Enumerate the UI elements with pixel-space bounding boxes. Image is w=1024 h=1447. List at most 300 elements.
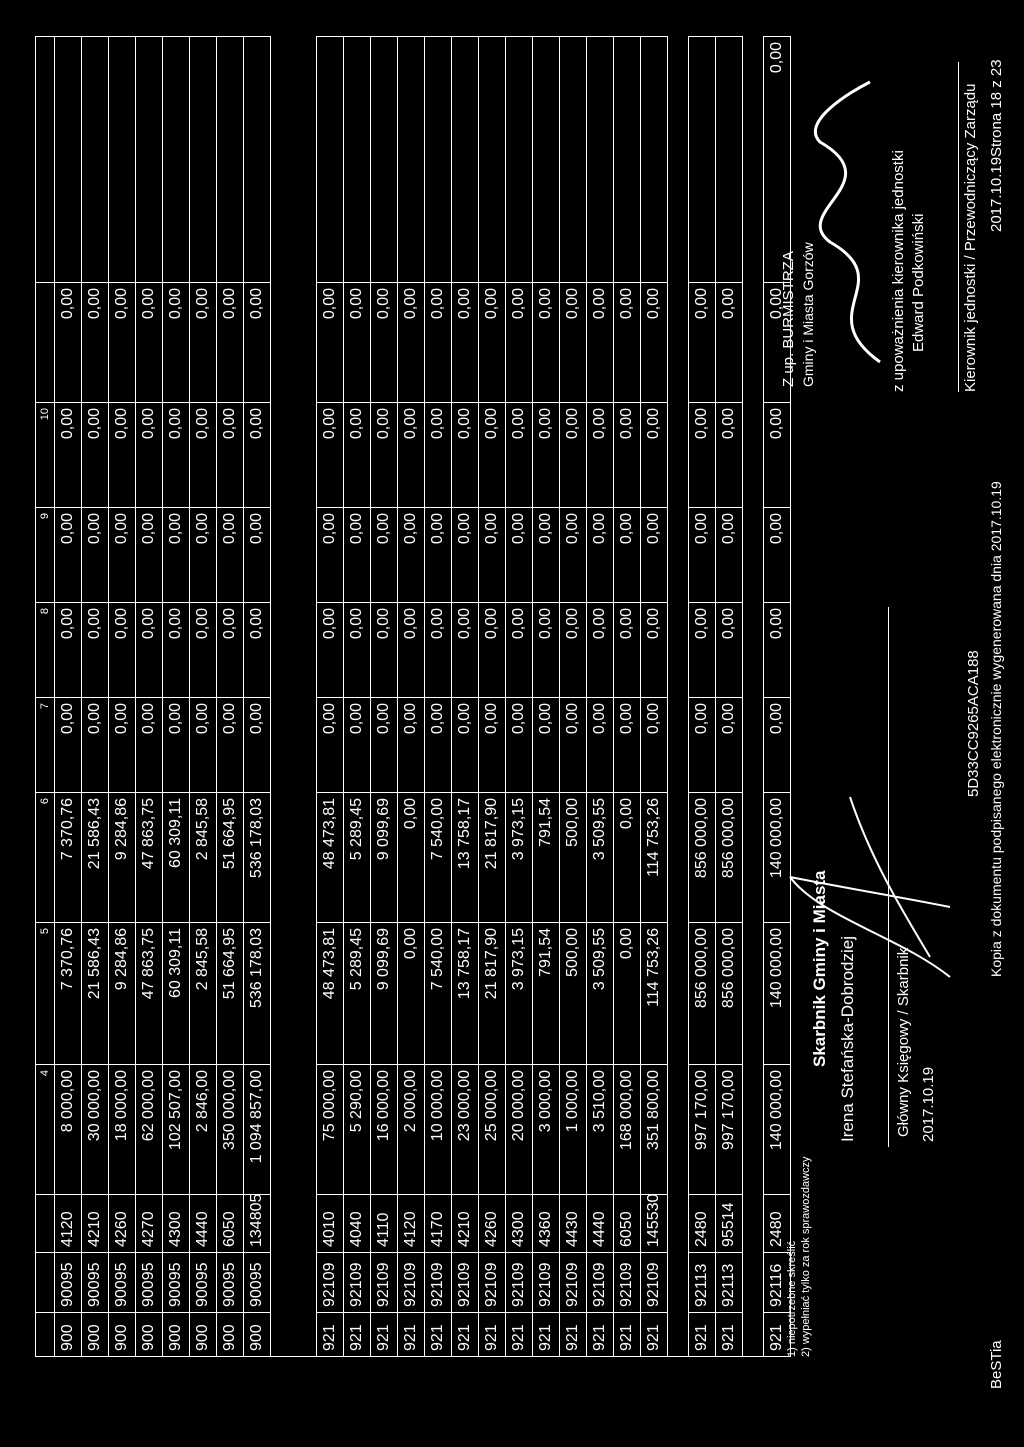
- table-cell: 2480: [764, 1194, 790, 1252]
- table-cell: 0,00: [82, 697, 108, 792]
- signature-line-right: [958, 62, 959, 392]
- table-cell: 18 000,00: [109, 1064, 135, 1194]
- table-cell: 0,00: [82, 282, 108, 402]
- table-cell: 0,00: [479, 507, 505, 602]
- table-cell: 900: [163, 1312, 189, 1356]
- table-cell: 13 758,17: [452, 922, 478, 1064]
- table-row: [614, 36, 641, 1356]
- table-cell: [560, 36, 586, 282]
- table-row: [371, 36, 398, 1356]
- table-cell: 0,00: [506, 282, 532, 402]
- table-cell: [425, 36, 451, 282]
- table-cell: 7 370,76: [55, 922, 81, 1064]
- table-cell: 0,00: [587, 402, 613, 507]
- header-cell: [36, 282, 54, 402]
- table-cell: 921: [716, 1312, 742, 1356]
- table-cell: 0,00: [614, 792, 640, 922]
- table-cell: 0,00: [55, 507, 81, 602]
- table-cell: 0,00: [317, 507, 343, 602]
- table-row: [689, 36, 716, 1356]
- table-cell: 0,00: [371, 402, 397, 507]
- table-cell: 921: [614, 1312, 640, 1356]
- table-cell: 900: [217, 1312, 243, 1356]
- table-cell: 0,00: [479, 697, 505, 792]
- table-cell: 92109: [587, 1252, 613, 1312]
- table-cell: [163, 36, 189, 282]
- table-cell: 0,00: [560, 602, 586, 697]
- table-cell: 0,00: [244, 282, 270, 402]
- treasurer-role: Główny Księgowy / Skarbnik: [895, 947, 912, 1137]
- table-cell: 90095: [244, 1252, 270, 1312]
- table-cell: 6050: [217, 1194, 243, 1252]
- table-cell: 0,00: [689, 602, 715, 697]
- table-cell: 60 309,11: [163, 792, 189, 922]
- table-cell: 0,00: [641, 697, 667, 792]
- table-cell: 0,00: [217, 402, 243, 507]
- table-row: [452, 36, 479, 1356]
- table-cell: 997 170,00: [689, 1064, 715, 1194]
- table-cell: 0,00: [425, 402, 451, 507]
- table-cell: 0,00: [136, 697, 162, 792]
- table-cell: 0,00: [371, 507, 397, 602]
- table-cell: 4010: [317, 1194, 343, 1252]
- table-cell: 0,00: [109, 282, 135, 402]
- table-cell: 351 800,00: [641, 1064, 667, 1194]
- table-row: [55, 36, 82, 1356]
- table-cell: 0,00: [344, 507, 370, 602]
- table-gap: [271, 36, 317, 1356]
- table-cell: 0,00: [398, 282, 424, 402]
- table-cell: 92109: [452, 1252, 478, 1312]
- table-cell: 92109: [614, 1252, 640, 1312]
- table-cell: 0,00: [109, 402, 135, 507]
- table-cell: 0,00: [425, 697, 451, 792]
- table-cell: 4260: [479, 1194, 505, 1252]
- table-cell: 0,00: [716, 282, 742, 402]
- table-cell: 0,00: [190, 402, 216, 507]
- table-cell: 0,00: [587, 697, 613, 792]
- table-cell: 47 863,75: [136, 792, 162, 922]
- table-cell: 0,00: [764, 402, 790, 507]
- header-cell: 10: [36, 402, 54, 507]
- header-cell: 7: [36, 697, 54, 792]
- table-cell: 90095: [109, 1252, 135, 1312]
- table-cell: 0,00: [190, 507, 216, 602]
- table-cell: 4270: [136, 1194, 162, 1252]
- table-cell: 921: [425, 1312, 451, 1356]
- table-cell: 4040: [344, 1194, 370, 1252]
- table-cell: [614, 36, 640, 282]
- table-cell: 0,00: [217, 507, 243, 602]
- table-cell: 0,00: [533, 507, 559, 602]
- table-cell: 0,00: [371, 697, 397, 792]
- header-cell: [36, 36, 54, 282]
- table-cell: 0,00: [398, 697, 424, 792]
- table-cell: 900: [244, 1312, 270, 1356]
- table-cell: 48 473,81: [317, 792, 343, 922]
- table-cell: 51 664,95: [217, 922, 243, 1064]
- table-cell: 0,00: [109, 602, 135, 697]
- table-cell: 0,00: [614, 402, 640, 507]
- table-cell: 75 000,00: [317, 1064, 343, 1194]
- table-cell: 0,00: [55, 402, 81, 507]
- table-cell: 0,00: [109, 507, 135, 602]
- stamp-line-2: Gminy i Miasta Gorzów: [800, 242, 816, 387]
- table-cell: [190, 36, 216, 282]
- table-cell: 92109: [371, 1252, 397, 1312]
- table-cell: 0,00: [587, 282, 613, 402]
- header-cell: 8: [36, 602, 54, 697]
- table-cell: 21 817,90: [479, 922, 505, 1064]
- table-cell: 9 099,69: [371, 792, 397, 922]
- signature-block-left: [780, 587, 970, 1147]
- table-cell: 4210: [82, 1194, 108, 1252]
- table-cell: 900: [55, 1312, 81, 1356]
- table-row: [716, 36, 743, 1356]
- table-cell: 92113: [689, 1252, 715, 1312]
- table-cell: 0,00: [163, 282, 189, 402]
- table-cell: [55, 36, 81, 282]
- table-cell: 0,00: [163, 402, 189, 507]
- table-cell: 0,00: [136, 402, 162, 507]
- table-cell: 0,00: [398, 922, 424, 1064]
- table-cell: [344, 36, 370, 282]
- page-number: Strona 18 z 23: [988, 59, 1005, 157]
- table-cell: 0,00: [244, 507, 270, 602]
- table-cell: 0,00: [479, 402, 505, 507]
- table-cell: 0,00: [641, 402, 667, 507]
- header-cell: 4: [36, 1064, 54, 1194]
- table-cell: 102 507,00: [163, 1064, 189, 1194]
- signature-line-left: [888, 607, 889, 1147]
- header-cell: 9: [36, 507, 54, 602]
- table-cell: 0,00: [506, 602, 532, 697]
- table-cell: [82, 36, 108, 282]
- table-cell: 0,00: [55, 282, 81, 402]
- table-cell: 0,00: [344, 697, 370, 792]
- table-cell: 0,00: [163, 507, 189, 602]
- table-cell: 48 473,81: [317, 922, 343, 1064]
- table-cell: 7 540,00: [425, 792, 451, 922]
- table-cell: [641, 36, 667, 282]
- header-cell: 6: [36, 792, 54, 922]
- table-cell: 0,00: [716, 402, 742, 507]
- treasurer-name: Irena Stefańska-Dobrodziej: [838, 935, 857, 1142]
- table-cell: 3 509,55: [587, 792, 613, 922]
- table-cell: 0,00: [452, 282, 478, 402]
- table-cell: 168 000,00: [614, 1064, 640, 1194]
- table-cell: 0,00: [689, 282, 715, 402]
- table-cell: 0,00: [371, 282, 397, 402]
- table-cell: 21 586,43: [82, 922, 108, 1064]
- table-cell: 95514: [716, 1194, 742, 1252]
- table-cell: 4120: [398, 1194, 424, 1252]
- table-row: [479, 36, 506, 1356]
- table-cell: 0,00: [764, 507, 790, 602]
- app-name: BeSTia: [988, 1340, 1005, 1389]
- table-cell: 900: [190, 1312, 216, 1356]
- table-cell: 4120: [55, 1194, 81, 1252]
- table-cell: 921: [506, 1312, 532, 1356]
- table-cell: [716, 36, 742, 282]
- table-cell: 0,00: [425, 282, 451, 402]
- table-cell: 856 000,00: [716, 792, 742, 922]
- table-cell: [533, 36, 559, 282]
- table-cell: 0,00: [689, 697, 715, 792]
- table-cell: 0,00: [136, 282, 162, 402]
- table-cell: [317, 36, 343, 282]
- table-cell: 0,00: [398, 602, 424, 697]
- table-cell: 0,00: [533, 282, 559, 402]
- table-cell: 13 758,17: [452, 792, 478, 922]
- table-cell: 90095: [136, 1252, 162, 1312]
- table-cell: 921: [764, 1312, 790, 1356]
- director-date: 2017.10.19: [988, 156, 1005, 232]
- table-cell: 2 000,00: [398, 1064, 424, 1194]
- treasurer-date: 2017.10.19: [920, 1066, 937, 1142]
- table-cell: 0,00: [533, 402, 559, 507]
- table-cell: 4260: [109, 1194, 135, 1252]
- table-cell: 62 000,00: [136, 1064, 162, 1194]
- table-cell: 51 664,95: [217, 792, 243, 922]
- table-cell: 0,00: [190, 282, 216, 402]
- table-cell: 536 178,03: [244, 792, 270, 922]
- table-cell: 9 284,86: [109, 792, 135, 922]
- table-cell: 0,00: [398, 507, 424, 602]
- table-cell: 3 973,15: [506, 922, 532, 1064]
- header-cell: [36, 1252, 54, 1312]
- table-cell: 0,00: [452, 402, 478, 507]
- table-cell: 0,00: [344, 282, 370, 402]
- table-cell: 4360: [533, 1194, 559, 1252]
- table-cell: 791,54: [533, 922, 559, 1064]
- table-cell: 134805: [244, 1194, 270, 1252]
- table-cell: 30 000,00: [82, 1064, 108, 1194]
- table-cell: 0,00: [317, 602, 343, 697]
- table-cell: 0,00: [398, 402, 424, 507]
- table-cell: 0,00: [506, 697, 532, 792]
- table-cell: 791,54: [533, 792, 559, 922]
- header-cell: [36, 1312, 54, 1356]
- table-cell: 92116: [764, 1252, 790, 1312]
- table-cell: 0,00: [587, 507, 613, 602]
- treasurer-title: Skarbnik Gminy i Miasta: [810, 870, 829, 1067]
- table-cell: 921: [689, 1312, 715, 1356]
- table-cell: 0,00: [506, 507, 532, 602]
- table-cell: 92109: [560, 1252, 586, 1312]
- table-cell: 92109: [317, 1252, 343, 1312]
- table-cell: 4170: [425, 1194, 451, 1252]
- table-cell: [109, 36, 135, 282]
- table-cell: 0,00: [716, 507, 742, 602]
- table-cell: 3 973,15: [506, 792, 532, 922]
- table-cell: 92109: [479, 1252, 505, 1312]
- table-cell: 90095: [82, 1252, 108, 1312]
- table-cell: 0,00: [533, 697, 559, 792]
- table-cell: 140 000,00: [764, 1064, 790, 1194]
- table-row: [136, 36, 163, 1356]
- table-cell: 0,00: [689, 402, 715, 507]
- table-cell: 0,00: [479, 602, 505, 697]
- table-cell: 0,00: [533, 602, 559, 697]
- table-cell: 0,00: [82, 507, 108, 602]
- table-cell: 921: [317, 1312, 343, 1356]
- table-cell: 0,00: [764, 36, 790, 282]
- table-cell: 856 000,00: [689, 792, 715, 922]
- table-cell: 92109: [398, 1252, 424, 1312]
- table-cell: 0,00: [560, 507, 586, 602]
- header-cell: 5: [36, 922, 54, 1064]
- table-cell: 9 284,86: [109, 922, 135, 1064]
- table-cell: 921: [371, 1312, 397, 1356]
- table-cell: 1 094 857,00: [244, 1064, 270, 1194]
- footnote-1: 1) niepotrzebne skreślić: [786, 1240, 798, 1357]
- table-cell: 0,00: [641, 602, 667, 697]
- table-cell: 0,00: [82, 402, 108, 507]
- table-cell: 0,00: [614, 602, 640, 697]
- table-row: [317, 36, 344, 1356]
- table-row: [506, 36, 533, 1356]
- table-cell: 500,00: [560, 922, 586, 1064]
- table-cell: 0,00: [190, 602, 216, 697]
- table-cell: 500,00: [560, 792, 586, 922]
- table-cell: 350 000,00: [217, 1064, 243, 1194]
- table-cell: 921: [479, 1312, 505, 1356]
- table-cell: 0,00: [764, 602, 790, 697]
- table-cell: 90095: [217, 1252, 243, 1312]
- table-cell: 2 846,00: [190, 1064, 216, 1194]
- table-cell: 21 817,90: [479, 792, 505, 922]
- table-cell: 900: [82, 1312, 108, 1356]
- table-cell: 5 289,45: [344, 922, 370, 1064]
- table-row: [560, 36, 587, 1356]
- table-cell: [217, 36, 243, 282]
- table-cell: 92109: [533, 1252, 559, 1312]
- director-name: Edward Podkowiński: [910, 213, 927, 352]
- stamp-line-1: Z up. BURMISTRZA: [780, 251, 797, 387]
- table-cell: 140 000,00: [764, 792, 790, 922]
- table-cell: 92109: [506, 1252, 532, 1312]
- table-cell: 0,00: [109, 697, 135, 792]
- table-cell: 7 540,00: [425, 922, 451, 1064]
- table-cell: [479, 36, 505, 282]
- table-row: [109, 36, 136, 1356]
- table-cell: [136, 36, 162, 282]
- table-cell: 0,00: [217, 282, 243, 402]
- table-cell: 21 586,43: [82, 792, 108, 922]
- table-row: [641, 36, 668, 1356]
- document-id: 5D33CC9265ACA188: [965, 650, 982, 797]
- table-cell: 4210: [452, 1194, 478, 1252]
- table-cell: 0,00: [425, 602, 451, 697]
- table-cell: 145530: [641, 1194, 667, 1252]
- table-cell: 0,00: [371, 602, 397, 697]
- table-cell: 2480: [689, 1194, 715, 1252]
- table-cell: 2 845,58: [190, 792, 216, 922]
- table-row: [533, 36, 560, 1356]
- table-row: [398, 36, 425, 1356]
- table-cell: 997 170,00: [716, 1064, 742, 1194]
- table-cell: 0,00: [136, 602, 162, 697]
- table-gap: [743, 36, 764, 1356]
- table-cell: 0,00: [244, 402, 270, 507]
- table-cell: [587, 36, 613, 282]
- table-row: [587, 36, 614, 1356]
- table-cell: 20 000,00: [506, 1064, 532, 1194]
- table-cell: 0,00: [82, 602, 108, 697]
- table-cell: 0,00: [398, 792, 424, 922]
- table-cell: [398, 36, 424, 282]
- table-cell: 0,00: [479, 282, 505, 402]
- table-cell: 0,00: [317, 402, 343, 507]
- table-row: [82, 36, 109, 1356]
- table-cell: 921: [452, 1312, 478, 1356]
- table-cell: 0,00: [452, 697, 478, 792]
- table-cell: 921: [560, 1312, 586, 1356]
- table-cell: 4440: [190, 1194, 216, 1252]
- table-row: [190, 36, 217, 1356]
- table-cell: 900: [109, 1312, 135, 1356]
- table-cell: 4430: [560, 1194, 586, 1252]
- table-cell: 0,00: [190, 697, 216, 792]
- table-cell: [452, 36, 478, 282]
- table-cell: 114 753,26: [641, 922, 667, 1064]
- table-cell: 0,00: [614, 282, 640, 402]
- table-cell: 4110: [371, 1194, 397, 1252]
- table-cell: 92109: [641, 1252, 667, 1312]
- table-cell: 0,00: [244, 602, 270, 697]
- table-cell: 92109: [425, 1252, 451, 1312]
- table-cell: 0,00: [244, 697, 270, 792]
- table-row: [163, 36, 190, 1356]
- footnote-2: 2) wypełniać tylko za rok sprawozdawczy: [800, 1156, 812, 1357]
- table-cell: 0,00: [716, 602, 742, 697]
- table-cell: 10 000,00: [425, 1064, 451, 1194]
- table-cell: 25 000,00: [479, 1064, 505, 1194]
- table-cell: [244, 36, 270, 282]
- table-cell: 921: [587, 1312, 613, 1356]
- table-cell: 0,00: [425, 507, 451, 602]
- table-cell: 60 309,11: [163, 922, 189, 1064]
- table-cell: 0,00: [716, 697, 742, 792]
- table-cell: [371, 36, 397, 282]
- table-cell: 0,00: [317, 697, 343, 792]
- table-cell: 0,00: [641, 507, 667, 602]
- table-cell: 0,00: [614, 507, 640, 602]
- table-cell: 6050: [614, 1194, 640, 1252]
- table-cell: 5 289,45: [344, 792, 370, 922]
- table-cell: 7 370,76: [55, 792, 81, 922]
- table-cell: 90095: [55, 1252, 81, 1312]
- table-row: [344, 36, 371, 1356]
- table-cell: 3 000,00: [533, 1064, 559, 1194]
- table-row: [425, 36, 452, 1356]
- table-cell: 1 000,00: [560, 1064, 586, 1194]
- table-cell: 23 000,00: [452, 1064, 478, 1194]
- table-cell: 0,00: [344, 602, 370, 697]
- table-cell: 0,00: [55, 602, 81, 697]
- table-cell: 5 290,00: [344, 1064, 370, 1194]
- table-header-row: [36, 36, 55, 1356]
- table-cell: 0,00: [587, 602, 613, 697]
- table-cell: 0,00: [136, 507, 162, 602]
- signature-scribble-left: [780, 777, 960, 997]
- table-cell: 114 753,26: [641, 792, 667, 922]
- table-cell: 0,00: [55, 697, 81, 792]
- table-cell: 900: [136, 1312, 162, 1356]
- table-cell: 16 000,00: [371, 1064, 397, 1194]
- table-cell: 90095: [163, 1252, 189, 1312]
